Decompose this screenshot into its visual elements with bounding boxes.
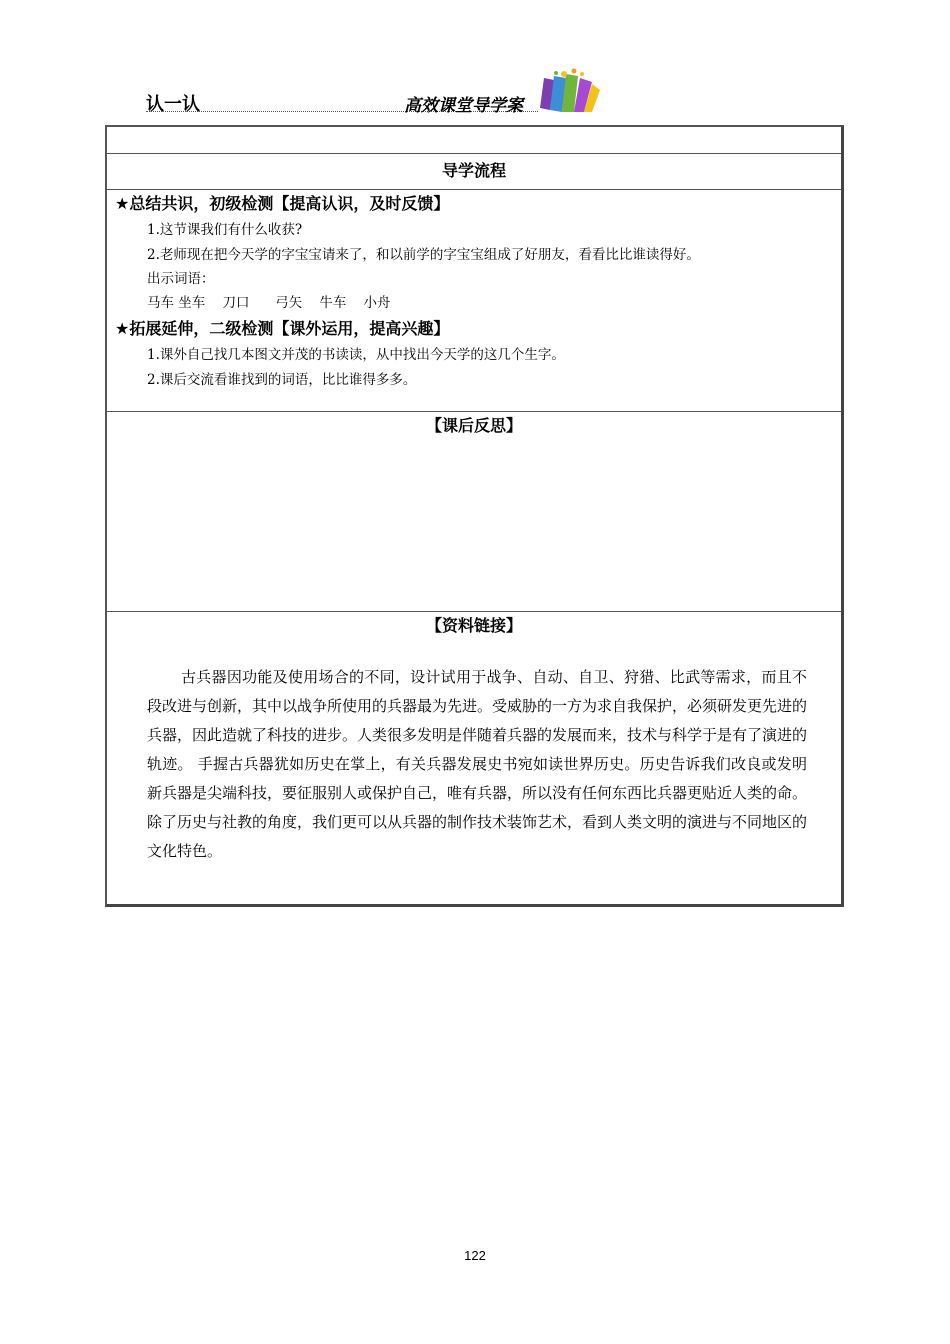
resources-row [107, 611, 841, 905]
extension-heading: ★拓展延伸，二级检测【课外运用，提高兴趣】 [115, 319, 450, 338]
summary-item: 出示词语： [147, 271, 215, 287]
resources-title: 【资料链接】 [425, 616, 522, 635]
summary-heading: ★总结共识，初级检测【提高认识，及时反馈】 [115, 194, 450, 213]
reflection-title: 【课后反思】 [425, 416, 522, 435]
extension-item: 2.课后交流看谁找到的词语，比比谁得多多。 [147, 372, 417, 388]
header-left-title: 认一认 [146, 94, 200, 115]
extension-item: 1.课外自己找几本图文并茂的书读读，从中找出今天学的这几个生字。 [147, 347, 565, 363]
summary-item: 2.老师现在把今天学的字宝宝请来了，和以前学的字宝宝组成了好朋友，看看比比谁读得好。 [147, 247, 700, 263]
header-center-title: 高效课堂导学案 [404, 96, 523, 116]
reflection-row [107, 411, 841, 612]
summary-words: 马车 坐车 刀口 弓矢 牛车 小舟 [147, 295, 391, 311]
summary-item: 1.这节课我们有什么收获? [147, 222, 303, 238]
books-logo-icon [534, 68, 602, 114]
section-title: 导学流程 [441, 161, 506, 180]
section-title-row [107, 153, 841, 190]
flow-content-row [107, 189, 841, 412]
lesson-table [105, 125, 844, 907]
page-number: 122 [464, 1248, 486, 1263]
empty-row [107, 127, 841, 154]
resources-paragraph: 古兵器因功能及使用场合的不同，设计试用于战争、自动、自卫、狩猎、比武等需求，而且不段改进与创新，其中以战争所使用的兵器最为先进。受威胁的一方为求自我保护，必须研发更先进的兵器，因此造就了科技的进步。人类很多发明是伴随着兵器的发展而来，技术与科学于是有了演进的轨迹。 手握古兵器犹如历史在掌上，有关兵器发展史书宛如读世界历史。历史告诉我们改良或发明新兵器是尖端科技，要征服别人或保护自己，唯有兵器，所以没有任何东西比兵器更贴近人类的命。除了历史与社教的角度，我们更可以从兵器的制作技术装饰艺术，看到人类文明的演进与不同地区的文化特色。 [147, 668, 808, 860]
